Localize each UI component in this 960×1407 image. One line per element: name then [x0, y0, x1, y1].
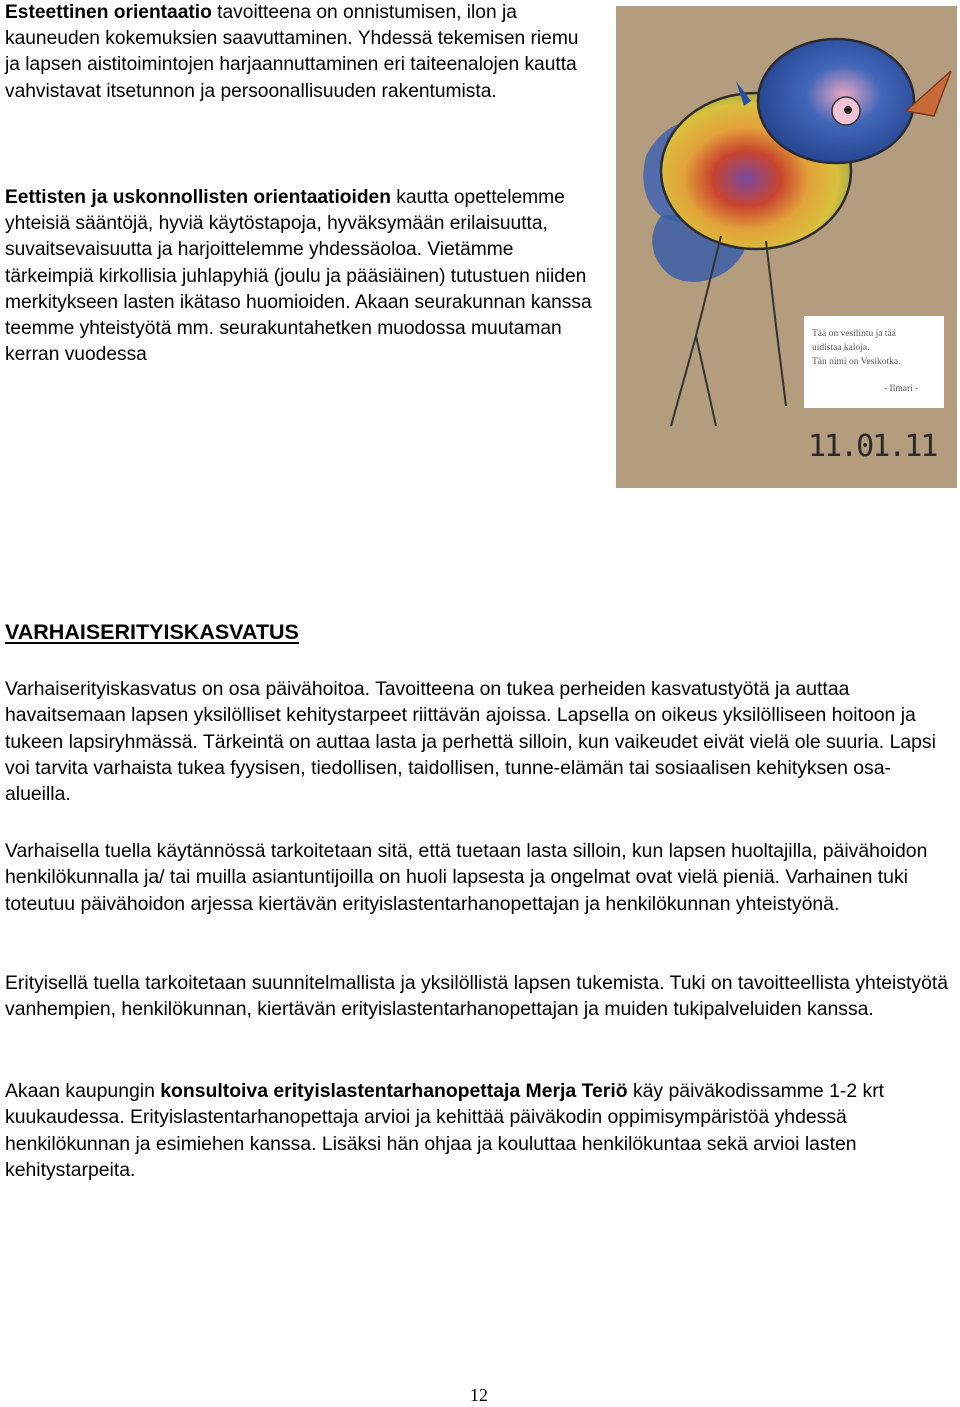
drawing-note-signature: - Ilmari - — [884, 384, 919, 394]
page-number: 12 — [470, 1385, 488, 1405]
esthetic-orientation-term: Esteettinen orientaatio — [5, 2, 212, 23]
drawing-date: 11.01.11 — [808, 429, 937, 464]
esthetic-orientation-paragraph — [5, 0, 595, 105]
child-drawing-image — [616, 6, 957, 488]
esthetic-orientation-text: tavoitteena on onnistumisen, ilon ja kauneuden kokemuksien saavuttaminen. Yhdessä tekemisen riemu ja lapsen aistitoimintojen harjaannuttaminen eri taiteenalojen kautta vahvistavat itsetunnon ja persoonallisuuden rakentumista. — [5, 2, 579, 102]
drawing-note-line: uidistaa kaloja. — [812, 343, 870, 353]
consulting-teacher-intro: Akaan kaupungin — [5, 1080, 161, 1102]
ethical-orientation-paragraph — [5, 185, 595, 368]
special-support-paragraph: Erityisellä tuella tarkoitetaan suunnitelmallista ja yksilöllistä lapsen tukemista. Tuki on tavoitteellista yhteistyötä vanhempien, henkilökunnan, kiertävän erityislastentarhanopettajan ja muiden tukipalveluiden kanssa. — [5, 972, 949, 1021]
drawing-note-line: Tää on vesilintu ja tää — [812, 329, 896, 339]
consulting-teacher-name: konsultoiva erityislastentarhanopettaja Merja Teriö — [160, 1080, 628, 1102]
drawing-note-line: Tän nimi on Vesikotka. — [812, 357, 901, 367]
ethical-orientation-term: Eettisten ja uskonnollisten orientaatioiden — [5, 187, 391, 208]
ethical-orientation-text: kautta opettelemme yhteisiä sääntöjä, hyviä käytöstapoja, hyväksymään erilaisuutta, suvaitsevaisuutta ja harjoittelemme yhdessäoloa. Vietämme tärkeimpiä kirkollisia juhlapyhiä (joulu ja pääsiäinen) tutustuen niiden merkitykseen lasten ikätaso huomioiden. Akaan seurakunnan kanssa teemme yhteistyötä mm. seurakuntahetken muodossa muutaman kerran vuodessa — [5, 187, 592, 366]
section-heading: VARHAISERITYISKASVATUS — [5, 620, 299, 644]
consulting-teacher-paragraph — [5, 1078, 955, 1183]
early-special-education-paragraph: Varhaiserityiskasvatus on osa päivähoitoa. Tavoitteena on tukea perheiden kasvatustyötä ja auttaa havaitsemaan lapsen yksilölliset kehitystarpeet riittävän ajoissa. Lapsella on oikeus yksilölliseen hoitoon ja tukeen lapsiryhmässä. Tärkeintä on auttaa lasta ja perhettä silloin, kun vaikeudet eivät vielä ole suuria. Lapsi voi tarvita varhaista tukea fyysisen, tiedollisen, taidollisen, tunne-elämän tai sosiaalisen kehityksen osa-alueilla. — [5, 678, 936, 806]
consulting-teacher-text: käy päiväkodissamme 1-2 krt kuukaudessa. Erityislastentarhanopettaja arvioi ja kehittää päiväkodin oppimisympäristöä yhdessä henkilökunnan ja esimiehen kanssa. Lisäksi hän ohjaa ja kouluttaa henkilökuntaa sekä arvioi lasten kehitystarpeita. — [5, 1080, 885, 1181]
early-support-paragraph: Varhaisella tuella käytännössä tarkoitetaan sitä, että tuetaan lasta silloin, kun lapsen huoltajilla, päivähoidon henkilökunnalla ja/ tai muilla asiantuntijoilla on huoli lapsesta ja ongelmat ovat vielä pieniä. Varhainen tuki toteutuu päivähoidon arjessa kiertävän erityislastentarhanopettajan ja henkilökunnan yhteistyönä. — [5, 840, 928, 915]
